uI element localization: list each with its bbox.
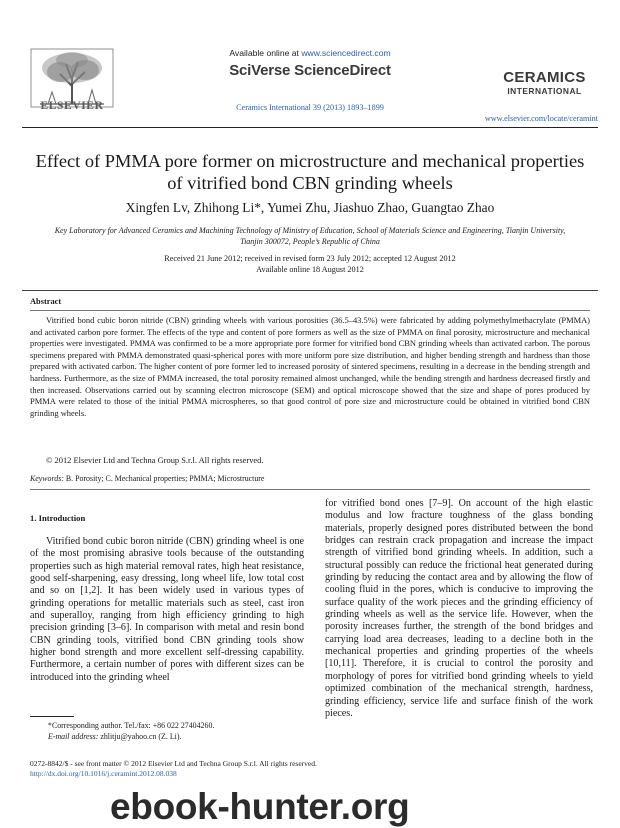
received-dates: Received 21 June 2012; received in revised form 23 July 2012; accepted 12 August 2012 xyxy=(164,254,456,263)
abstract-heading: Abstract xyxy=(30,297,62,306)
abstract-bottom-rule xyxy=(30,489,590,490)
keywords-list: B. Porosity; C. Mechanical properties; PMMA; Microstructure xyxy=(63,474,265,483)
platform-name: SciVerse ScienceDirect xyxy=(229,62,391,79)
sciencedirect-link[interactable]: www.sciencedirect.com xyxy=(301,48,391,58)
abstract-body: Vitrified bond cubic boron nitride (CBN) grinding wheels with various porosities (36.5–43.5%) were fabricated by adding polymethylmethacrylate (PMMA) and activated carbon pore former. The effects of the type and content of pore formers as well as the size of PMMA on final porosity, microstructure and mechanical properties were investigated. PMMA was confirmed to be a more appropriate pore former for vitrified bond CBN grinding wheels than activated carbon. The porous specimens prepared with PMMA demonstrated quasi-spherical pores with more uniform pore size distribution, and higher bending strength and hardness than those prepared with activated carbon. The higher content of pore former led to increased porosity of sintered specimens, resulting in a decrease in the bending strength and hardness. Furthermore, as the size of PMMA increased, the total porosity remained almost unchanged, while the bending strength and hardness decreased firstly and then increased. Observations carried out by scanning electron microscope (SEM) and optical microscope showed that the size and shape of pores produced by PMMA were related to those of the initial PMMA microspheres, so that good control of pore size and microstructure could be obtained in vitrified bond CBN grinding wheels. xyxy=(30,315,590,418)
available-online-prefix: Available online at xyxy=(229,48,302,58)
author-affiliation: Key Laboratory for Advanced Ceramics and Machining Technology of Ministry of Education, School of Materials Science and Engineering, Tianjin University, Tianjin 300072, People’s Republic of China xyxy=(54,226,566,246)
journal-url-link[interactable]: www.elsevier.com/locate/ceramint xyxy=(484,114,598,123)
article-authors: Xingfen Lv, Zhihong Li*, Yumei Zhu, Jiashuo Zhao, Guangtao Zhao xyxy=(125,200,495,215)
watermark-text: ebook-hunter.org xyxy=(110,786,410,827)
corresponding-author-footnote xyxy=(48,721,214,742)
abstract-copyright: © 2012 Elsevier Ltd and Techna Group S.r.l. All rights reserved. xyxy=(46,455,264,465)
available-online-line xyxy=(0,48,620,58)
journal-logo xyxy=(492,70,597,96)
footnote-email-label: E-mail address: xyxy=(48,731,99,741)
keywords xyxy=(30,474,264,483)
keywords-label: Keywords: xyxy=(30,474,64,483)
intro-right-column: for vitrified bond ones [7–9]. On account of the high elastic modulus and low fracture toughness of the glass bonding materials, properly designed pores distributed between the bond bridges can restrain crack propagation and increase the impact strength of vitrified bond grinding wheels. In addition, such a structural possibly can reduce the frictional heat generated during grinding by reducing the contact area and by allowing the flow of cooling fluid in the pores, which is conducive to improving the surface quality of the work pieces and the grinding efficiency of grinding wheels as well as the service life. However, when the porosity increases further, the strength of the bond bridges and carrying load area decreases, leading to a decline both in the mechanical properties and grinding properties of the wheels [10,11]. Therefore, it is crucial to control the porosity and morphology of pores for vitrified bond grinding wheels to yield optimized combination of the mechanical strength, hardness, grinding efficiency, service life and surface finish of the work pieces. xyxy=(325,498,593,719)
doi-link[interactable]: http://dx.doi.org/10.1016/j.ceramint.2012.08.038 xyxy=(30,769,177,779)
journal-logo-line1: CERAMICS xyxy=(503,69,586,86)
footnote-contact: *Corresponding author. Tel./fax: +86 022 27404260. xyxy=(48,721,215,730)
journal-logo-line2: INTERNATIONAL xyxy=(507,86,582,96)
page-footer xyxy=(30,759,317,779)
footer-rights: 0272-8842/$ - see front matter © 2012 Elsevier Ltd and Techna Group S.r.l. All rights reserved. xyxy=(30,759,317,768)
online-date: Available online 18 August 2012 xyxy=(256,265,364,274)
section-heading-introduction: 1. Introduction xyxy=(30,513,86,523)
intro-left-column: Vitrified bond cubic boron nitride (CBN) grinding wheel is one of the most promising abrasive tools because of the outstanding properties such as high material removal rates, high heat resistance, good self-sharpening, easy dressing, long wheel life, low total cost and so on [1,2]. It has been widely used in various types of grinding operations for metallic materials such as steel, cast iron and superalloy, ranging from high efficiency grinding to high precision grinding [3–6]. In comparison with metal and resin bond CBN grinding tools, vitrified bond CBN grinding tools show higher bond strength and more excellent self-dressing capability. Furthermore, a certain number of pores with different sizes can be introduced into the grinding wheel xyxy=(30,536,304,683)
footnote-email: zhlitju@yahoo.cn (Z. Li). xyxy=(98,731,182,741)
article-title: Effect of PMMA pore former on microstructure and mechanical properties of vitrified bond CBN grinding wheels xyxy=(35,151,585,193)
header-divider xyxy=(22,127,598,128)
publisher-name: ELSEVIER xyxy=(40,100,104,112)
title-divider xyxy=(22,290,598,291)
journal-reference[interactable]: Ceramics International 39 (2013) 1893–1899 xyxy=(236,103,384,112)
footnote-rule xyxy=(30,716,74,717)
abstract-top-rule xyxy=(30,310,590,311)
article-dates xyxy=(0,253,620,275)
